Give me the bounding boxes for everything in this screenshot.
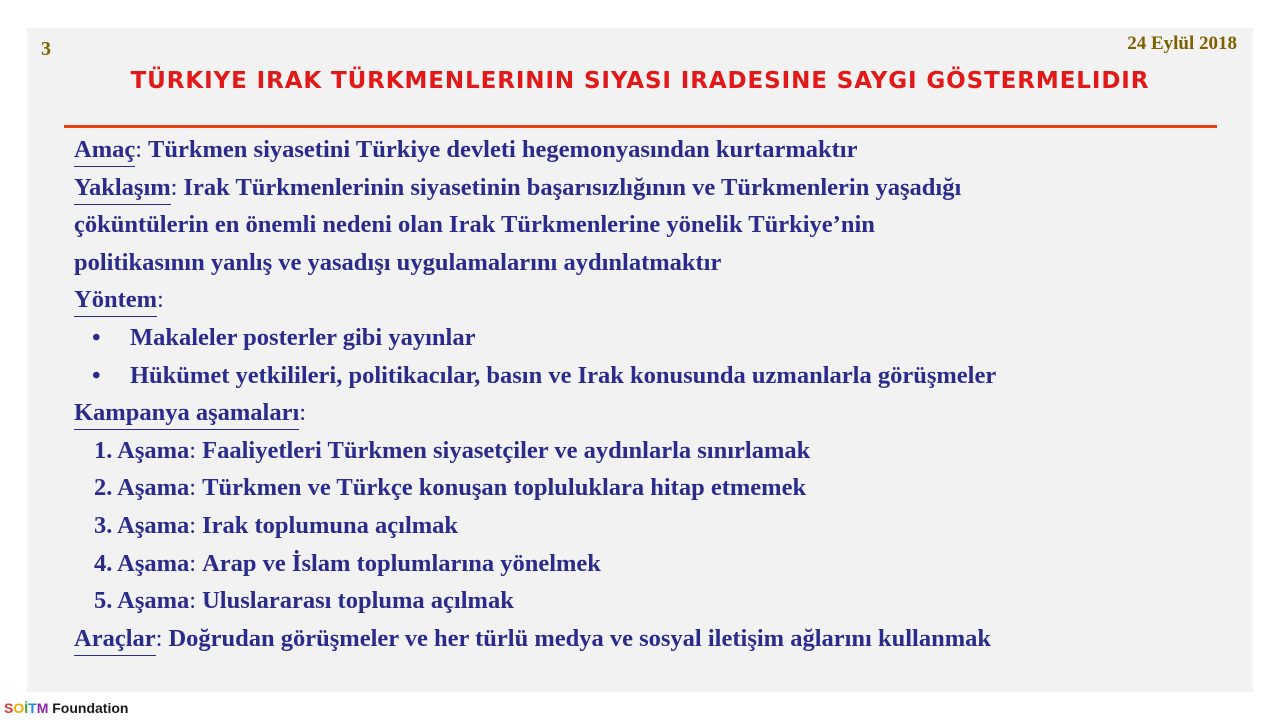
method-label: Yöntem bbox=[74, 283, 157, 317]
stage-text: Türkmen ve Türkçe konuşan topluluklara hitap etmemek bbox=[202, 474, 807, 502]
separator: : bbox=[170, 173, 178, 201]
logo-letter: İ bbox=[24, 700, 29, 716]
stage-number: 1. Aşama bbox=[94, 436, 190, 464]
slide-content bbox=[74, 131, 1234, 657]
bullet-text: Hükümet yetkilileri, politikacılar, basın ve Irak konusunda uzmanlarla görüşmeler bbox=[130, 361, 997, 389]
separator: : bbox=[189, 549, 197, 577]
stage-item bbox=[74, 469, 1234, 507]
separator: : bbox=[189, 511, 197, 539]
stage-number: 4. Aşama bbox=[94, 549, 190, 577]
aim-label: Amaç bbox=[74, 133, 135, 167]
slide-number: 3 bbox=[41, 38, 51, 60]
logo-letter: M bbox=[36, 700, 49, 716]
stage-text: Irak toplumuna açılmak bbox=[202, 511, 459, 539]
logo-letter: O bbox=[13, 700, 25, 716]
approach-text: Irak Türkmenlerinin siyasetinin başarısızlığının ve Türkmenlerin yaşadığı bbox=[183, 173, 962, 201]
tools-text: Doğrudan görüşmeler ve her türlü medya ve sosyal iletişim ağlarını kullanmak bbox=[168, 624, 992, 652]
stage-number: 2. Aşama bbox=[94, 474, 190, 502]
approach-label: Yaklaşım bbox=[74, 171, 171, 205]
stage-text: Arap ve İslam toplumlarına yönelmek bbox=[202, 549, 601, 577]
bullet-item bbox=[74, 357, 1234, 395]
separator: : bbox=[299, 399, 307, 427]
bullet-item bbox=[74, 319, 1234, 357]
logo-text: Foundation bbox=[52, 700, 129, 716]
stage-item bbox=[74, 507, 1234, 545]
approach-text-line: çöküntülerin en önemli nedeni olan Irak Türkmenlerine yönelik Türkiye’nin bbox=[74, 211, 875, 239]
soitm-foundation-logo bbox=[4, 700, 128, 716]
method-line bbox=[74, 281, 1234, 319]
campaign-label: Kampanya aşamaları bbox=[74, 396, 299, 430]
aim-line bbox=[74, 131, 1234, 169]
stage-number: 3. Aşama bbox=[94, 511, 190, 539]
logo-letter: T bbox=[28, 700, 37, 716]
separator: : bbox=[189, 436, 197, 464]
campaign-line bbox=[74, 394, 1234, 432]
stage-number: 5. Aşama bbox=[94, 587, 190, 615]
slide-title: TÜRKIYE IRAK TÜRKMENLERININ SIYASI IRADESINE SAYGI GÖSTERMELIDIR bbox=[130, 68, 1150, 94]
tools-label: Araçlar bbox=[74, 622, 156, 656]
separator: : bbox=[189, 587, 197, 615]
stage-text: Uluslararası topluma açılmak bbox=[202, 587, 514, 615]
stage-text: Faaliyetleri Türkmen siyasetçiler ve aydınlarla sınırlamak bbox=[202, 436, 811, 464]
bullet-dot: • bbox=[92, 323, 101, 351]
slide-date: 24 Eylül 2018 bbox=[1127, 33, 1237, 54]
separator: : bbox=[155, 624, 163, 652]
separator: : bbox=[135, 136, 143, 163]
stage-item bbox=[74, 582, 1234, 620]
stage-item bbox=[74, 432, 1234, 470]
approach-text-line: politikasının yanlış ve yasadışı uygulamalarını aydınlatmaktır bbox=[74, 248, 722, 276]
separator: : bbox=[157, 286, 164, 314]
title-divider bbox=[64, 125, 1217, 128]
bullet-dot: • bbox=[92, 361, 101, 389]
separator: : bbox=[189, 474, 197, 502]
stage-item bbox=[74, 545, 1234, 583]
tools-line bbox=[74, 620, 1234, 658]
aim-text: Türkmen siyasetini Türkiye devleti hegemonyasından kurtarmaktır bbox=[148, 136, 858, 163]
slide bbox=[27, 28, 1253, 692]
approach-line bbox=[74, 169, 1234, 207]
logo-letter: S bbox=[4, 700, 14, 716]
bullet-text: Makaleler posterler gibi yayınlar bbox=[130, 323, 476, 351]
